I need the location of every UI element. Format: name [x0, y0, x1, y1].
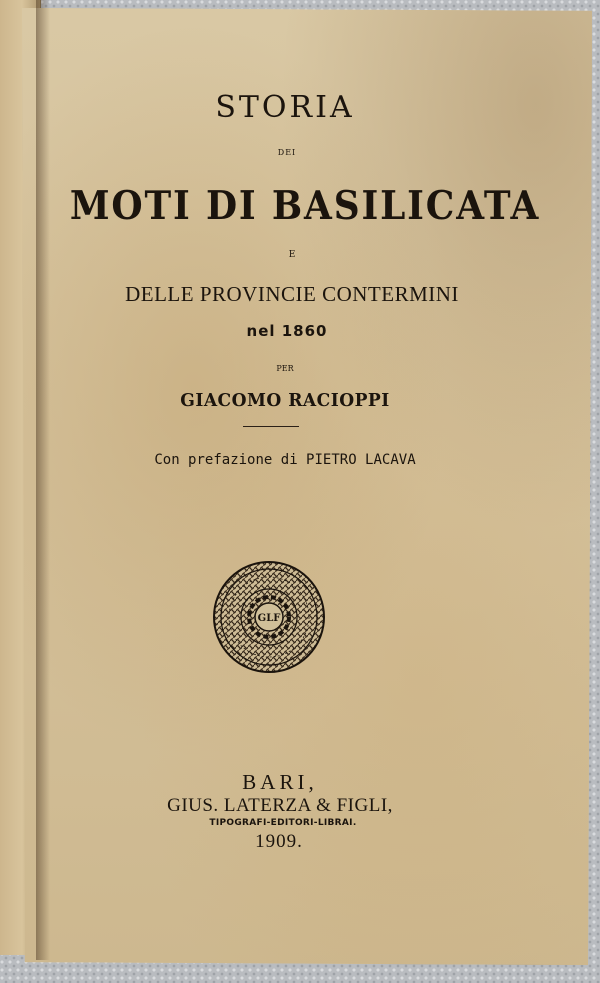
subtitle: DELLE PROVINCIE CONTERMINI: [125, 282, 459, 306]
imprint-year: 1909.: [255, 831, 303, 852]
publisher-device-icon: [212, 560, 326, 674]
connector-dei: DEI: [277, 148, 297, 157]
year-line: nel 1860: [246, 322, 328, 340]
imprint-city: BARI,: [242, 770, 318, 794]
spine-shadow: [36, 0, 50, 960]
divider-rule: [243, 426, 299, 427]
title-storia: STORIA: [215, 90, 355, 125]
imprint-publisher: GIUS. LATERZA & FIGLI,: [167, 795, 393, 816]
connector-per: PER: [276, 364, 294, 373]
emblem-monogram: GLF: [257, 613, 281, 624]
author-name: GIACOMO RACIOPPI: [180, 390, 390, 411]
imprint-printers: TIPOGRAFI-EDITORI-LIBRAI.: [209, 818, 357, 828]
title-main: MOTI DI BASILICATA: [69, 183, 541, 229]
connector-e: E: [288, 250, 296, 260]
preface-credit: Con prefazione di PIETRO LACAVA: [154, 452, 416, 468]
